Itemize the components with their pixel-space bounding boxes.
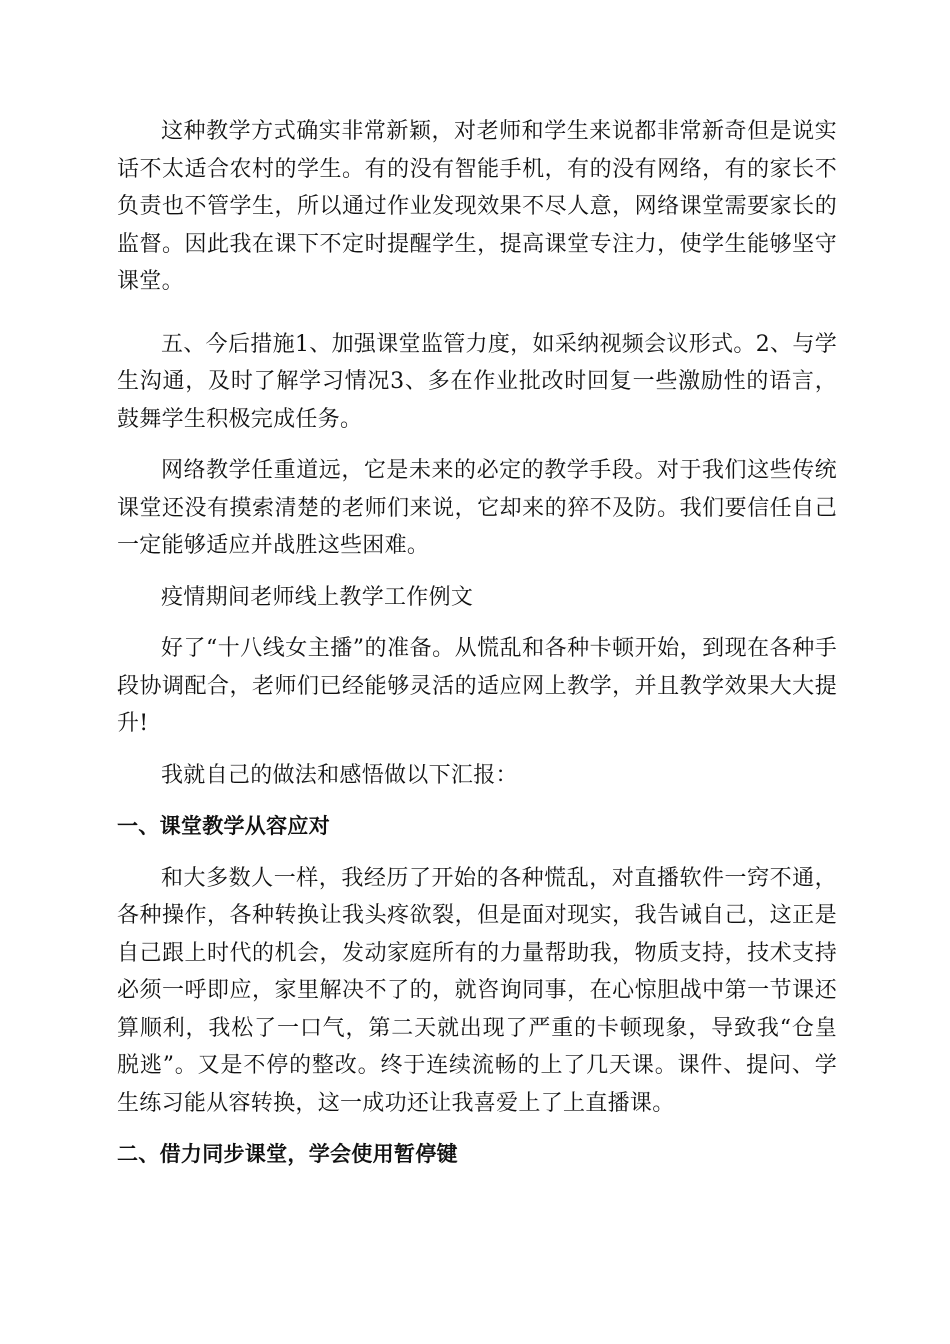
paragraph-teaching-method: 这种教学方式确实非常新颖，对老师和学生来说都非常新奇但是说实话不太适合农村的学生。有的没有智能手机，有的没有网络，有的家长不负责也不管学生，所以通过作业发现效果不尽人意，网络课堂需要家长的监督。因此我在课下不定时提醒学生，提高课堂专注力，使学生能够坚守课堂。 <box>117 119 837 294</box>
heading-sync-classroom: 二、借力同步课堂，学会使用暂停键 <box>117 1142 458 1166</box>
document-body <box>117 113 837 1174</box>
paragraph-future-measures: 五、今后措施1、加强课堂监管力度，如采纳视频会议形式。2、与学生沟通，及时了解学习情况3、多在作业批改时回复一些激励性的语言，鼓舞学生积极完成任务。 <box>117 331 837 432</box>
paragraph-report-intro: 我就自己的做法和感悟做以下汇报： <box>161 762 518 788</box>
heading-classroom-teaching: 一、课堂教学从容应对 <box>117 814 330 838</box>
paragraph-sample-title: 疫情期间老师线上教学工作例文 <box>161 584 474 610</box>
paragraph-online-teaching: 网络教学任重道远，它是未来的必定的教学手段。对于我们这些传统课堂还没有摸索清楚的老师们来说，它却来的猝不及防。我们要信任自己一定能够适应并战胜这些困难。 <box>117 458 837 558</box>
paragraph-experience: 和大多数人一样，我经历了开始的各种慌乱，对直播软件一窍不通，各种操作，各种转换让我头疼欲裂，但是面对现实，我告诫自己，这正是自己跟上时代的机会，发动家庭所有的力量帮助我，物质支持，技术支持必须一呼即应，家里解决不了的，就咨询同事，在心惊胆战中第一节课还算顺利，我松了一口气，第二天就出现了严重的卡顿现象，导致我“仓皇脱逃”。又是不停的整改。终于连续流畅的上了几天课。课件、提问、学生练习能从容转换，这一成功还让我喜爱上了上直播课。 <box>117 865 837 1116</box>
paragraph-streamer-prep: 好了“十八线女主播”的准备。从慌乱和各种卡顿开始，到现在各种手段协调配合，老师们已经能够灵活的适应网上教学，并且教学效果大大提升! <box>117 636 837 736</box>
